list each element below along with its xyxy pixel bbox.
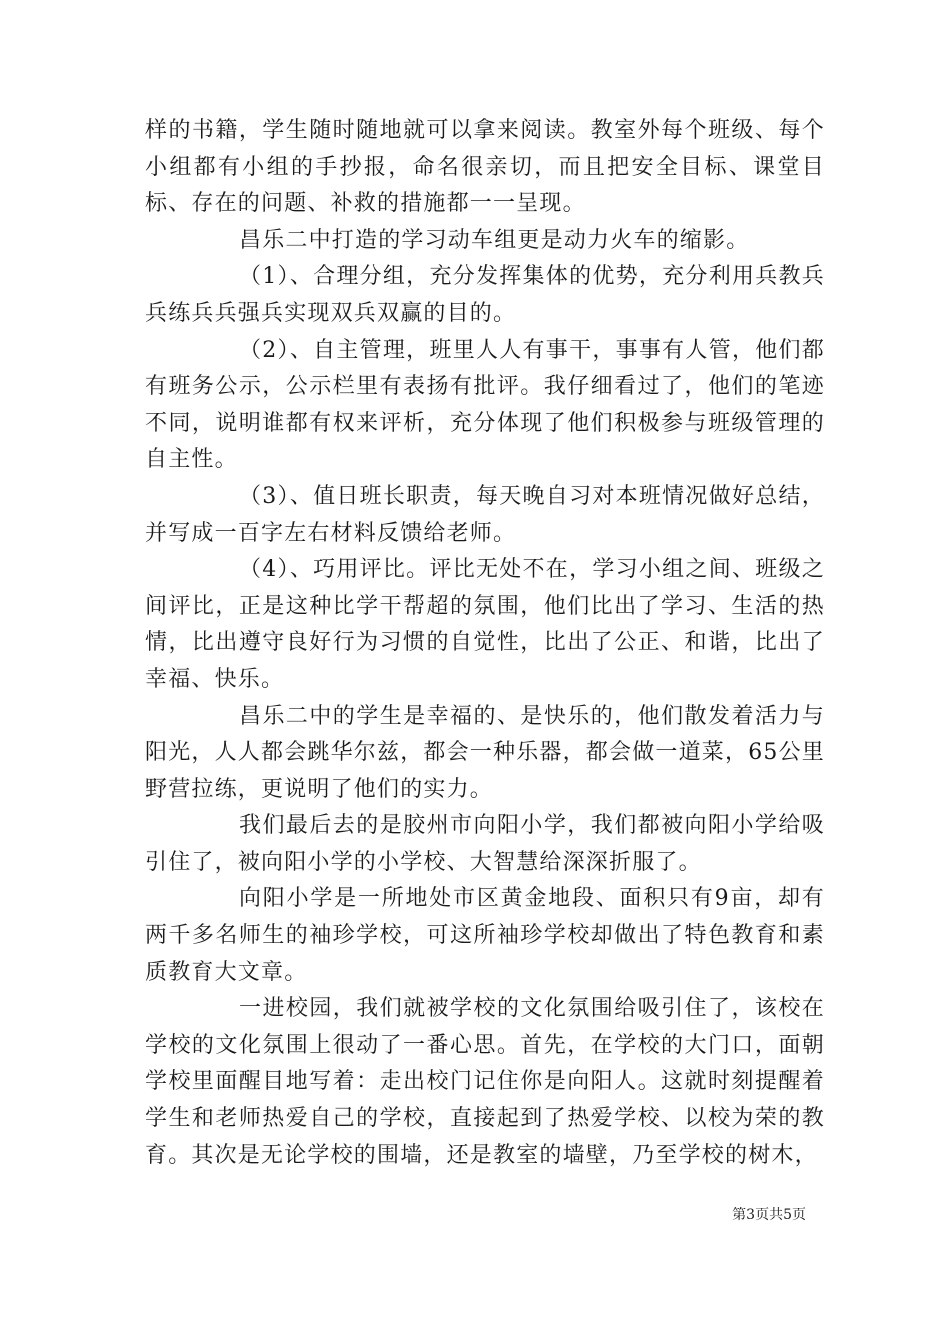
paragraph: （1）、合理分组，充分发挥集体的优势，充分利用兵教兵兵练兵兵强兵实现双兵双赢的目的。: [145, 264, 825, 326]
paragraph: 样的书籍，学生随时随地就可以拿来阅读。教室外每个班级、每个小组都有小组的手抄报，命名很亲切，而且把安全目标、课堂目标、存在的问题、补救的措施都一一呈现。: [145, 118, 825, 217]
paragraph: 一进校园，我们就被学校的文化氛围给吸引住了，该校在学校的文化氛围上很动了一番心思。首先，在学校的大门口，面朝学校里面醒目地写着：走出校门记住你是向阳人。这就时刻提醒着学生和老师热爱自己的学校，直接起到了热爱学校、以校为荣的教育。其次是无论学校的围墙，还是教室的墙壁，乃至学校的树木，: [145, 996, 825, 1168]
document-body: [145, 113, 825, 1174]
paragraph: （2）、自主管理，班里人人有事干，事事有人管，他们都有班务公示，公示栏里有表扬有批评。我仔细看过了，他们的笔迹不同，说明谁都有权来评析，充分体现了他们积极参与班级管理的自主性。: [145, 337, 825, 473]
paragraph: （3）、值日班长职责，每天晚自习对本班情况做好总结，并写成一百字左右材料反馈给老师。: [145, 483, 825, 546]
paragraph: （4）、巧用评比。评比无处不在，学习小组之间、班级之间评比，正是这种比学干帮超的氛围，他们比出了学习、生活的热情，比出遵守良好行为习惯的自觉性，比出了公正、和谐，比出了幸福、快乐。: [145, 557, 825, 692]
page-number-footer: 第3页共5页: [732, 1207, 806, 1223]
paragraph: 向阳小学是一所地处市区黄金地段、面积只有9亩，却有两千多名师生的袖珍学校，可这所袖珍学校却做出了特色教育和素质教育大文章。: [145, 886, 825, 985]
paragraph: 昌乐二中打造的学习动车组更是动力火车的缩影。: [239, 227, 750, 253]
paragraph: 昌乐二中的学生是幸福的、是快乐的，他们散发着活力与阳光，人人都会跳华尔兹，都会一种乐器，都会做一道菜，65公里野营拉练，更说明了他们的实力。: [145, 703, 825, 802]
paragraph: 我们最后去的是胶州市向阳小学，我们都被向阳小学给吸引住了，被向阳小学的小学校、大智慧给深深折服了。: [145, 813, 825, 875]
